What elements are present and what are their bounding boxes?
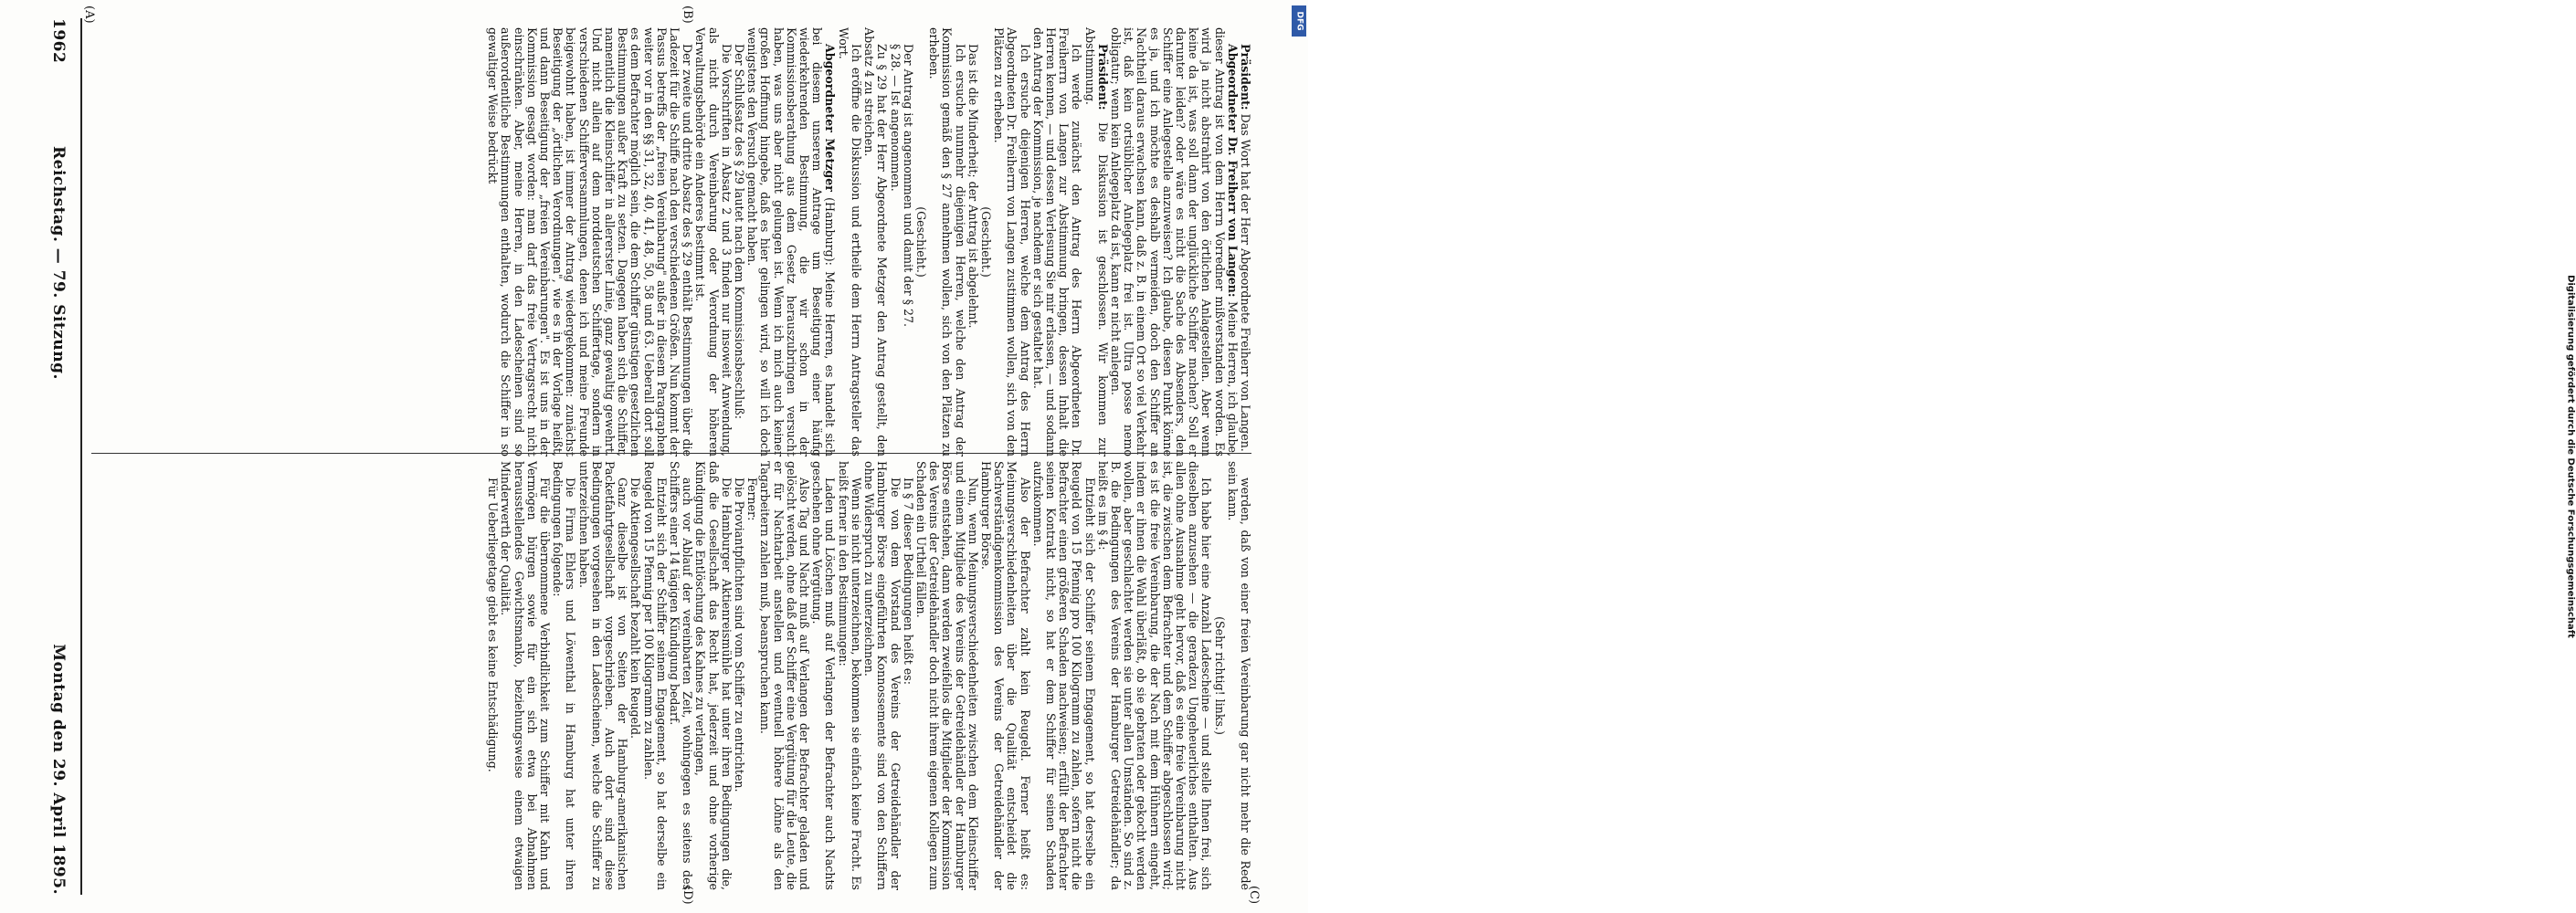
paragraph-text: Ferner: <box>745 477 760 521</box>
paragraph-text: werden, daß von einer freien Vereinbarung gar nicht mehr die Rede sein kann. <box>1225 461 1252 890</box>
column-divider <box>91 453 1251 454</box>
paragraph-text: Wenn sie nicht unterzeichnen, bekommen sie einfach keine Fracht. Es heißt ferner in den Bestimmungen: <box>836 461 863 890</box>
paragraph-text: Ich werde zunächst den Antrag des Herrn Abgeordneten Dr. Freiherrn von Langen zur Abstimmung bringen, dessen Inhalt die Herren kennen, — und dessen Verlesung Sie mir erlassen, — und sodann den Antrag der Kommission, je nachdem er sich gestaltet hat. <box>1030 27 1084 456</box>
page-number: 1962 <box>49 18 68 64</box>
paragraph-text: Die Firma Ehlers und Löwenthal in Hamburg hat unter ihren Bedingungen folgende: <box>551 461 578 890</box>
speaker-name: Abgeordneter Dr. Freiherr von Langen: <box>1225 44 1240 298</box>
paragraph <box>810 461 836 890</box>
paragraph-text: Der zweite und dritte Absatz des § 29 enthält Bestimmungen über die Ladezeit für die Schiffe nach den verschiedenen Größen. Nun kommt der Passus betreffs der „freien Vereinbarung" außer in diesem Paragraphen weiter vor in den §§ 31, 32, 40, 41, 48, 50, 58 und 63. Ueberall dort soll es dem Befrachter möglich sein, die dem Schiffer günstigen gesetzlichen Bestimmungen außer Kraft zu setzen. Dagegen haben sich die Schiffer, namentlich die Kleinschiffer in allererster Linie, ganz gewaltig gewehrt. Und nicht allein auf dem norddeutschen Schiffertage, sondern in verschiedenen Schifferversammlungen, denen ich und meine Freunde beigewohnt haben, ist immer der Antrag wiedergekommen: zunächst Beseitigung der „örtlichen Verordnungen", wie es in der Vorlage heißt, und dann Beseitigung der „freien Vereinbarungen". Es ist uns in der Kommission gesagt worden: man darf das freie Vertragsrecht nicht einschränken. Aber, meine Herren, in den Ladescheinen sind so außerordentliche Bestimmungen enthalten, wodurch die Schiffer in so gewaltiger Weise bedrückt <box>486 27 695 456</box>
paragraph-text: Für die übernommene Verbindlichkeit zum Schiffer mit Kahn und Vermögen bürgen sowie für ein sich etwa bei Abnahmen herausstellendes Gewichtsmanko, beziehungsweise einem etwaigen Minderwerth der Qualität. <box>499 461 553 890</box>
paragraph <box>966 27 979 456</box>
paragraph-text: Der Schlußsatz des § 29 lautet nach dem Kommissionsbeschluß: <box>733 44 747 419</box>
paragraph-text: Also Tag und Nacht muß auf Verlangen der Befrachter geladen und gelöscht werden, ohne daß der Schiffer eine Vergütung für die Leute, die er für Nachtarbeit anstellen und eventuell höhere Löhne als den Tagarbeitern zahlen muß, beanspruchen kann. <box>758 461 812 890</box>
paragraph <box>733 27 745 456</box>
page-header <box>37 18 73 895</box>
paragraph <box>927 27 966 456</box>
paragraph-text: Ich ersuche nunmehr diejenigen Herren, welche den Antrag der Kommission gemäß den § 27 annehmen wollen, sich von den Plätzen zu erheben. <box>927 27 967 456</box>
paragraph <box>902 461 914 890</box>
paragraph-text: Nun, wenn Meinungsverschiedenheiten zwischen dem Kleinschiffer und einem Mitgliede des Vereins der Getreidehändler der Hamburger Börse entstehen, dann werden zweifellos die Mitglieder der Kommission des Vereins der Getreidehändler doch nicht ihrem eigenen Kollegen zum Schaden ein Urtheil fällen. <box>913 461 980 890</box>
paragraph-text: Entzieht sich der Schiffer seinem Engagement, so hat derselbe ein Reugeld von 15 Pfennig pro 100 Kilogramm zu zahlen, sofern nicht die Befrachter einen größeren Schaden nachweisen; erfüllt der Befrachter seinen Kontrakt nicht, so hat er dem Schiffer für seinen Schaden aufzukommen. <box>1030 461 1097 890</box>
session-title: Reichstag. — 79. Sitzung. <box>49 146 68 380</box>
paragraph <box>499 461 551 890</box>
paragraph <box>733 461 745 890</box>
paragraph-text: Die Hamburger Aktienreismühle hat unter ihren Bedingungen die, daß die Gesellschaft das Recht hat, jederzeit und ohne vorherige Kündigung die Entlöschung des Kahnes zu verlangen, <box>693 461 734 890</box>
paragraph-text: Zu § 29 hat der Herr Abgeordnete Metzger den Antrag gestellt, den Absatz 4 zu streichen. <box>862 27 890 456</box>
paragraph-text: In § 7 dieser Bedingungen heißt es: <box>901 477 915 685</box>
margin-letter-b: (B) <box>681 5 694 24</box>
margin-letter-d: (D) <box>681 886 694 905</box>
paragraph <box>1226 461 1251 890</box>
paragraph-text: Die Diskussion ist geschlossen. Wir kommen zur Abstimmung. <box>1082 27 1110 456</box>
paragraph-text: Also der Befrachter zahlt kein Reugeld. Ferner heißt es: Meinungsverschiedenheiten über die Qualität entscheidet die Sachverständigenkommission des Vereins der Getreidehändler der Hamburger Börse. <box>978 461 1032 890</box>
speaker-name: Abgeordneter Metzger <box>823 44 838 192</box>
paragraph-text: Entzieht sich der Schiffer seinem Engagement, so hat derselbe ein Reugeld von 15 Pfennig per 100 Kilogramm zu zahlen. <box>641 461 669 890</box>
paragraph <box>837 461 862 890</box>
paragraph <box>576 461 628 890</box>
paragraph <box>668 461 693 890</box>
paragraph-text: Die Proviantpflichten sind vom Schiffer zu entrichten. <box>733 477 747 792</box>
paragraph-text: Laden und Löschen muß auf Verlangen der Befrachter auch Nachts geschehen ohne Vergütung. <box>810 461 838 890</box>
paragraph-text: Ich habe hier eine Anzahl Ladescheine — und stelle Ihnen frei, sich dieselben anzusehen — die geradezu Ungeheuerliches enthalten. Aus allen ohne Ausnahme geht hervor, daß es eine freie Vereinbarung nicht ist, die zwischen dem Befrachter und dem Schiffer abgeschlossen wird; es ist die freie Vereinbarung, die der Nach mit dem Hühnern eingeht, indem er ihnen die Wahl überläßt, ob sie gebraten oder gekocht werden wollen, aber geschlachtet werden sie unter allen Umständen. So sind z. B. die Bedingungen des Vereins der Hamburger Getreidehändler; da heißt es im § 4: <box>1095 461 1214 890</box>
header-rule <box>80 18 82 895</box>
paragraph-text: Die Vorschriften in Absatz 2 und 3 finden nur insoweit Anwendung, als nicht durch Vereinbarung oder Verordnung der höheren Verwaltungsbehörde ein Anderes bestimmt ist. <box>693 27 734 456</box>
paragraph-text: (Hamburg): Meine Herren, es handelt sich bei diesem unserem Antrage um Beseitigung einer häufig wiederkehrenden Bestimmung, die wir schon in der Kommissionsberathung aus dem Gesetz herauszubringen versucht haben, was uns aber nicht gelungen ist. Wenn ich mich auch keiner großen Hoffnung hingebe, daß es hier gelingen wird, so will ich doch wenigstens den Versuch gemacht haben. <box>745 27 838 456</box>
paragraph-remark: (Geschieht.) <box>913 206 928 278</box>
paragraph <box>486 27 693 456</box>
paragraph <box>979 461 1031 890</box>
paragraph <box>693 461 733 890</box>
paragraph-text: § 28. — Ist angenommen. <box>888 44 903 192</box>
paragraph-text: Der Antrag ist angenommen und damit der § 27. <box>901 44 915 328</box>
paragraph <box>693 27 733 456</box>
paragraph-text: Meine Herren, ich glaube, dieser Antrag ist von dem Herrn Vorredner mißverstanden worden. Es wird ja nicht abstrahirt von den örtlichen Anlagestellen. Aber wenn keine da ist, was soll dann der unglückliche Schiffer machen? Soll er darunter leiden? oder wäre es nicht die Sache des Absenders, den Schiffer eine Anlegestelle anzuweisen? Ich glaube, diesen Punkt könne es ja, und ich möchte es deshalb vermeiden, doch den Schiffer an Nachtheil daraus erwachsen kann, daß z. B. in einem Ort so viel Verkehr ist, daß kein ortsüblicher Anlegeplatz frei ist. Ultra posse nemo obligatur; wenn kein Anlegeplatz da ist, kann er nicht anlegen. <box>1108 27 1240 456</box>
paragraph <box>862 27 888 456</box>
paragraph <box>1212 461 1225 890</box>
paragraph-text: Die Aktiengesellschaft bezahlt kein Reugeld. <box>628 477 643 740</box>
paragraph <box>641 461 667 890</box>
margin-letter-a: (A) <box>82 5 96 24</box>
text-column-right <box>91 461 1251 890</box>
paragraph <box>745 27 836 456</box>
speaker-name: Präsident: <box>1095 44 1110 110</box>
paragraph <box>837 27 862 456</box>
paragraph-text: auch vor Ablauf der vereinbarten Zeit, wohingegen es seitens des Schiffers einer 14 tägigen Kündigung bedarf. <box>668 461 695 890</box>
speaker-name: Präsident: <box>1239 44 1252 110</box>
session-date: Montag den 29. April 1895. <box>49 644 68 895</box>
paragraph <box>914 461 979 890</box>
paragraph <box>758 461 810 890</box>
paragraph <box>1239 27 1251 456</box>
paragraph <box>745 461 758 890</box>
paragraph <box>902 27 914 456</box>
text-column-left <box>91 27 1251 456</box>
paragraph-remark: (Geschieht.) <box>978 206 993 278</box>
paragraph-text: Das Wort hat der Herr Abgeordnete Freiherr von Langen. <box>1239 110 1252 452</box>
paragraph <box>628 461 641 890</box>
paragraph-text: Die von dem Vorstand des Vereins der Getreidehändler der Hamburger Börse eingeführten Konnossemente sind von den Schiffern ohne Widerspruch zu unterzeichnen. <box>862 461 903 890</box>
paragraph <box>1109 27 1239 456</box>
paragraph-text: Ganz dieselbe ist von Seiten der Hamburg-amerikanischen Packetfahrtgesellschaft vorgeschrieben. Auch dort sind diese Bedingungen vorgesehen in den Ladescheinen, welche die Schiffer zu unterzeichnen haben. <box>576 461 630 890</box>
paragraph <box>1031 461 1096 890</box>
paragraph-remark: (Sehr richtig! links.) <box>1212 616 1227 735</box>
paragraph <box>486 461 499 890</box>
paragraph <box>551 461 576 890</box>
dfg-logo <box>1292 5 1306 37</box>
paragraph <box>862 461 902 890</box>
paragraph-text: Für Ueberliegetage giebt es keine Entschädigung. <box>486 477 501 772</box>
paragraph <box>979 27 992 456</box>
digitization-note-text: Digitalisierung gefördert durch die Deutsche Forschungsgemeinschaft <box>2565 275 2576 638</box>
paragraph <box>1096 461 1213 890</box>
paragraph <box>888 27 901 456</box>
paragraph-text: Das ist die Minderheit; der Antrag ist abgelehnt. <box>966 44 980 329</box>
paragraph <box>992 27 1031 456</box>
digitization-note <box>1277 0 2576 913</box>
margin-letter-c: (C) <box>1247 886 1261 905</box>
paragraph <box>914 27 927 456</box>
rotated-page-content <box>0 0 1279 913</box>
dfg-logo-text: DFG <box>1294 11 1304 31</box>
paragraph-text: Ich ersuche diejenigen Herren, welche dem Antrag des Herrn Abgeordneten Dr. Freiherrn von Langen zustimmen wollen, sich von den Plätzen zu erheben. <box>992 27 1032 456</box>
paragraph <box>1082 27 1108 456</box>
paragraph-text: Ich eröffne die Diskussion und ertheile dem Herrn Antragsteller das Wort. <box>836 27 863 456</box>
paragraph <box>1031 27 1083 456</box>
